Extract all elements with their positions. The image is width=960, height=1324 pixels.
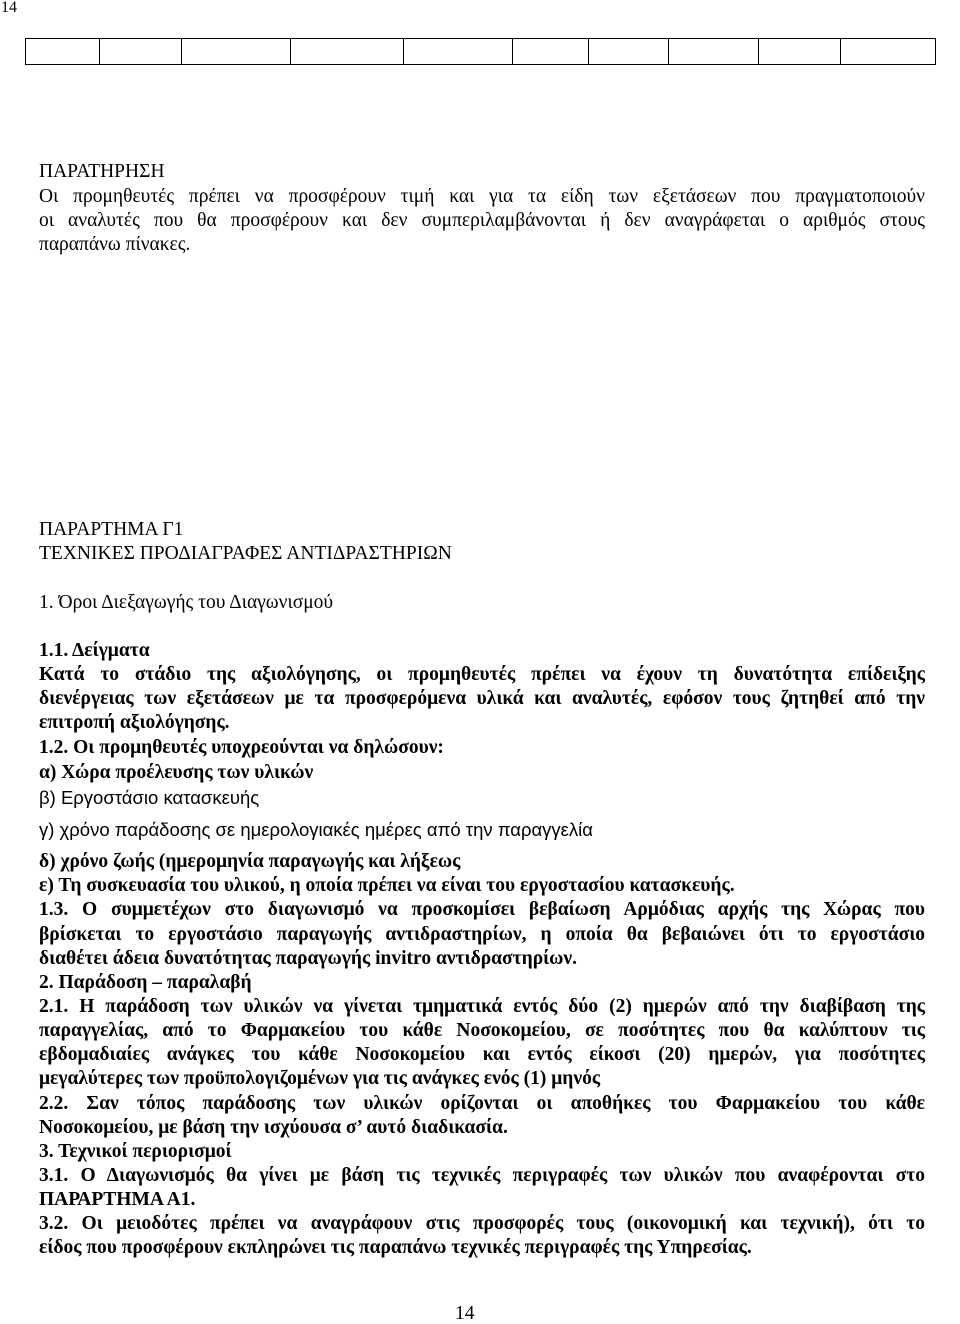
technical-declaration-line: 3.2. Οι μειοδότες πρέπει να αναγράφουν στις προσφορές τους (οικονομική και τεχνική), ότι το [39,1213,925,1234]
appendix-title: ΠΑΡΑΡΤΗΜΑ Γ1 [39,519,184,540]
section-3-heading: 3. Τεχνικοί περιορισμοί [39,1141,232,1162]
samples-heading: 1.1. Δείγματα [39,640,150,661]
header-table [25,38,936,65]
table-cell [404,39,513,65]
delivery-line: εβδομαδιαίες ανάγκες του κάθε Νοσοκομείου και εντός είκοσι (20) ημερών, για ποσότητες [39,1044,925,1065]
declaration-item-packaging: ε) Τη συσκευασία του υλικού, η οποία πρέπει να είναι του εργοστασίου κατασκευής. [39,875,735,896]
delivery-line: παραγγελίας, από το Φαρμακείου του κάθε Νοσοκομείου, σε ποσότητες που θα καλύπτουν τις [39,1020,925,1041]
declaration-item-delivery-time: γ) χρόνο παράδοσης σε ημερολογιακές ημέρες από την παραγγελία [39,819,593,840]
technical-declaration-line: είδος που προσφέρουν εκπληρώνει τις παραπάνω τεχνικές περιγραφές της Υπηρεσίας. [39,1237,752,1258]
note-line: παραπάνω πίνακες. [39,234,191,255]
section-2-heading: 2. Παράδοση – παραλαβή [39,972,252,993]
delivery-line: 2.1. Η παράδοση των υλικών να γίνεται τμηματικά εντός δύο (2) ημερών από την διαβίβαση της [39,996,925,1017]
note-line: οι αναλυτές που θα προσφέρουν και δεν συμπεριλαμβάνονται ή δεν αναγράφεται ο αριθμός στους [39,210,925,231]
table-cell [26,39,100,65]
table-cell [513,39,589,65]
table-row [26,39,936,65]
note-heading: ΠΑΡΑΤΗΡΗΣΗ [39,161,165,182]
table-cell [669,39,759,65]
technical-basis-line: 3.1. Ο Διαγωνισμός θα γίνει με βάση τις τεχνικές περιγραφές των υλικών που αναφέρονται στο [39,1165,925,1186]
declaration-item-origin: α) Χώρα προέλευσης των υλικών [39,762,314,783]
certificate-line: βρίσκεται το εργοστάσιο παραγωγής αντιδραστηρίων, η οποία θα βεβαιώνει ότι το εργοστάσιο [39,924,925,945]
declarations-heading: 1.2. Οι προμηθευτές υποχρεούνται να δηλώσουν: [39,737,444,758]
note-line: Οι προμηθευτές πρέπει να προσφέρουν τιμή και για τα είδη των εξετάσεων που πραγματοποιούν [39,186,925,207]
delivery-place-line: 2.2. Σαν τόπος παράδοσης των υλικών ορίζονται οι αποθήκες του Φαρμακείου του κάθε [39,1093,925,1114]
table-cell [291,39,404,65]
samples-line: επιτροπή αξιολόγησης. [39,712,230,733]
section-1-heading: 1. Όροι Διεξαγωγής του Διαγωνισμού [39,592,334,613]
declaration-item-shelf-life: δ) χρόνο ζωής (ημερομηνία παραγωγής και λήξεως [39,851,461,872]
delivery-place-line: Νοσοκομείου, με βάση την ισχύουσα σ’ αυτό διαδικασία. [39,1117,508,1138]
page-number-top: 14 [1,0,17,16]
table-cell [759,39,841,65]
table-cell [182,39,291,65]
table-cell [589,39,669,65]
table-cell [100,39,182,65]
certificate-line: 1.3. Ο συμμετέχων στο διαγωνισμό να προσκομίσει βεβαίωση Αρμόδιας αρχής της Χώρας που [39,899,925,920]
samples-line: Κατά το στάδιο της αξιολόγησης, οι προμηθευτές πρέπει να έχουν τη δυνατότητα επίδειξης [39,664,925,685]
page-number-bottom: 14 [455,1303,475,1324]
table-cell [841,39,936,65]
delivery-line: μεγαλύτερες των προϋπολογιζομένων για τις ανάγκες ενός (1) μηνός [39,1068,601,1089]
declaration-item-factory: β) Εργοστάσιο κατασκευής [39,787,260,808]
technical-basis-line: ΠΑΡΑΡΤΗΜΑ Α1. [39,1189,196,1210]
certificate-line: διαθέτει άδεια δυνατότητας παραγωγής invitro αντιδραστηρίων. [39,948,578,969]
samples-line: διενέργειας των εξετάσεων με τα προσφερόμενα υλικά και αναλυτές, εφόσον τους ζητηθεί από την [39,688,925,709]
appendix-subtitle: ΤΕΧΝΙΚΕΣ ΠΡΟΔΙΑΓΡΑΦΕΣ ΑΝΤΙΔΡΑΣΤΗΡΙΩΝ [39,543,452,564]
